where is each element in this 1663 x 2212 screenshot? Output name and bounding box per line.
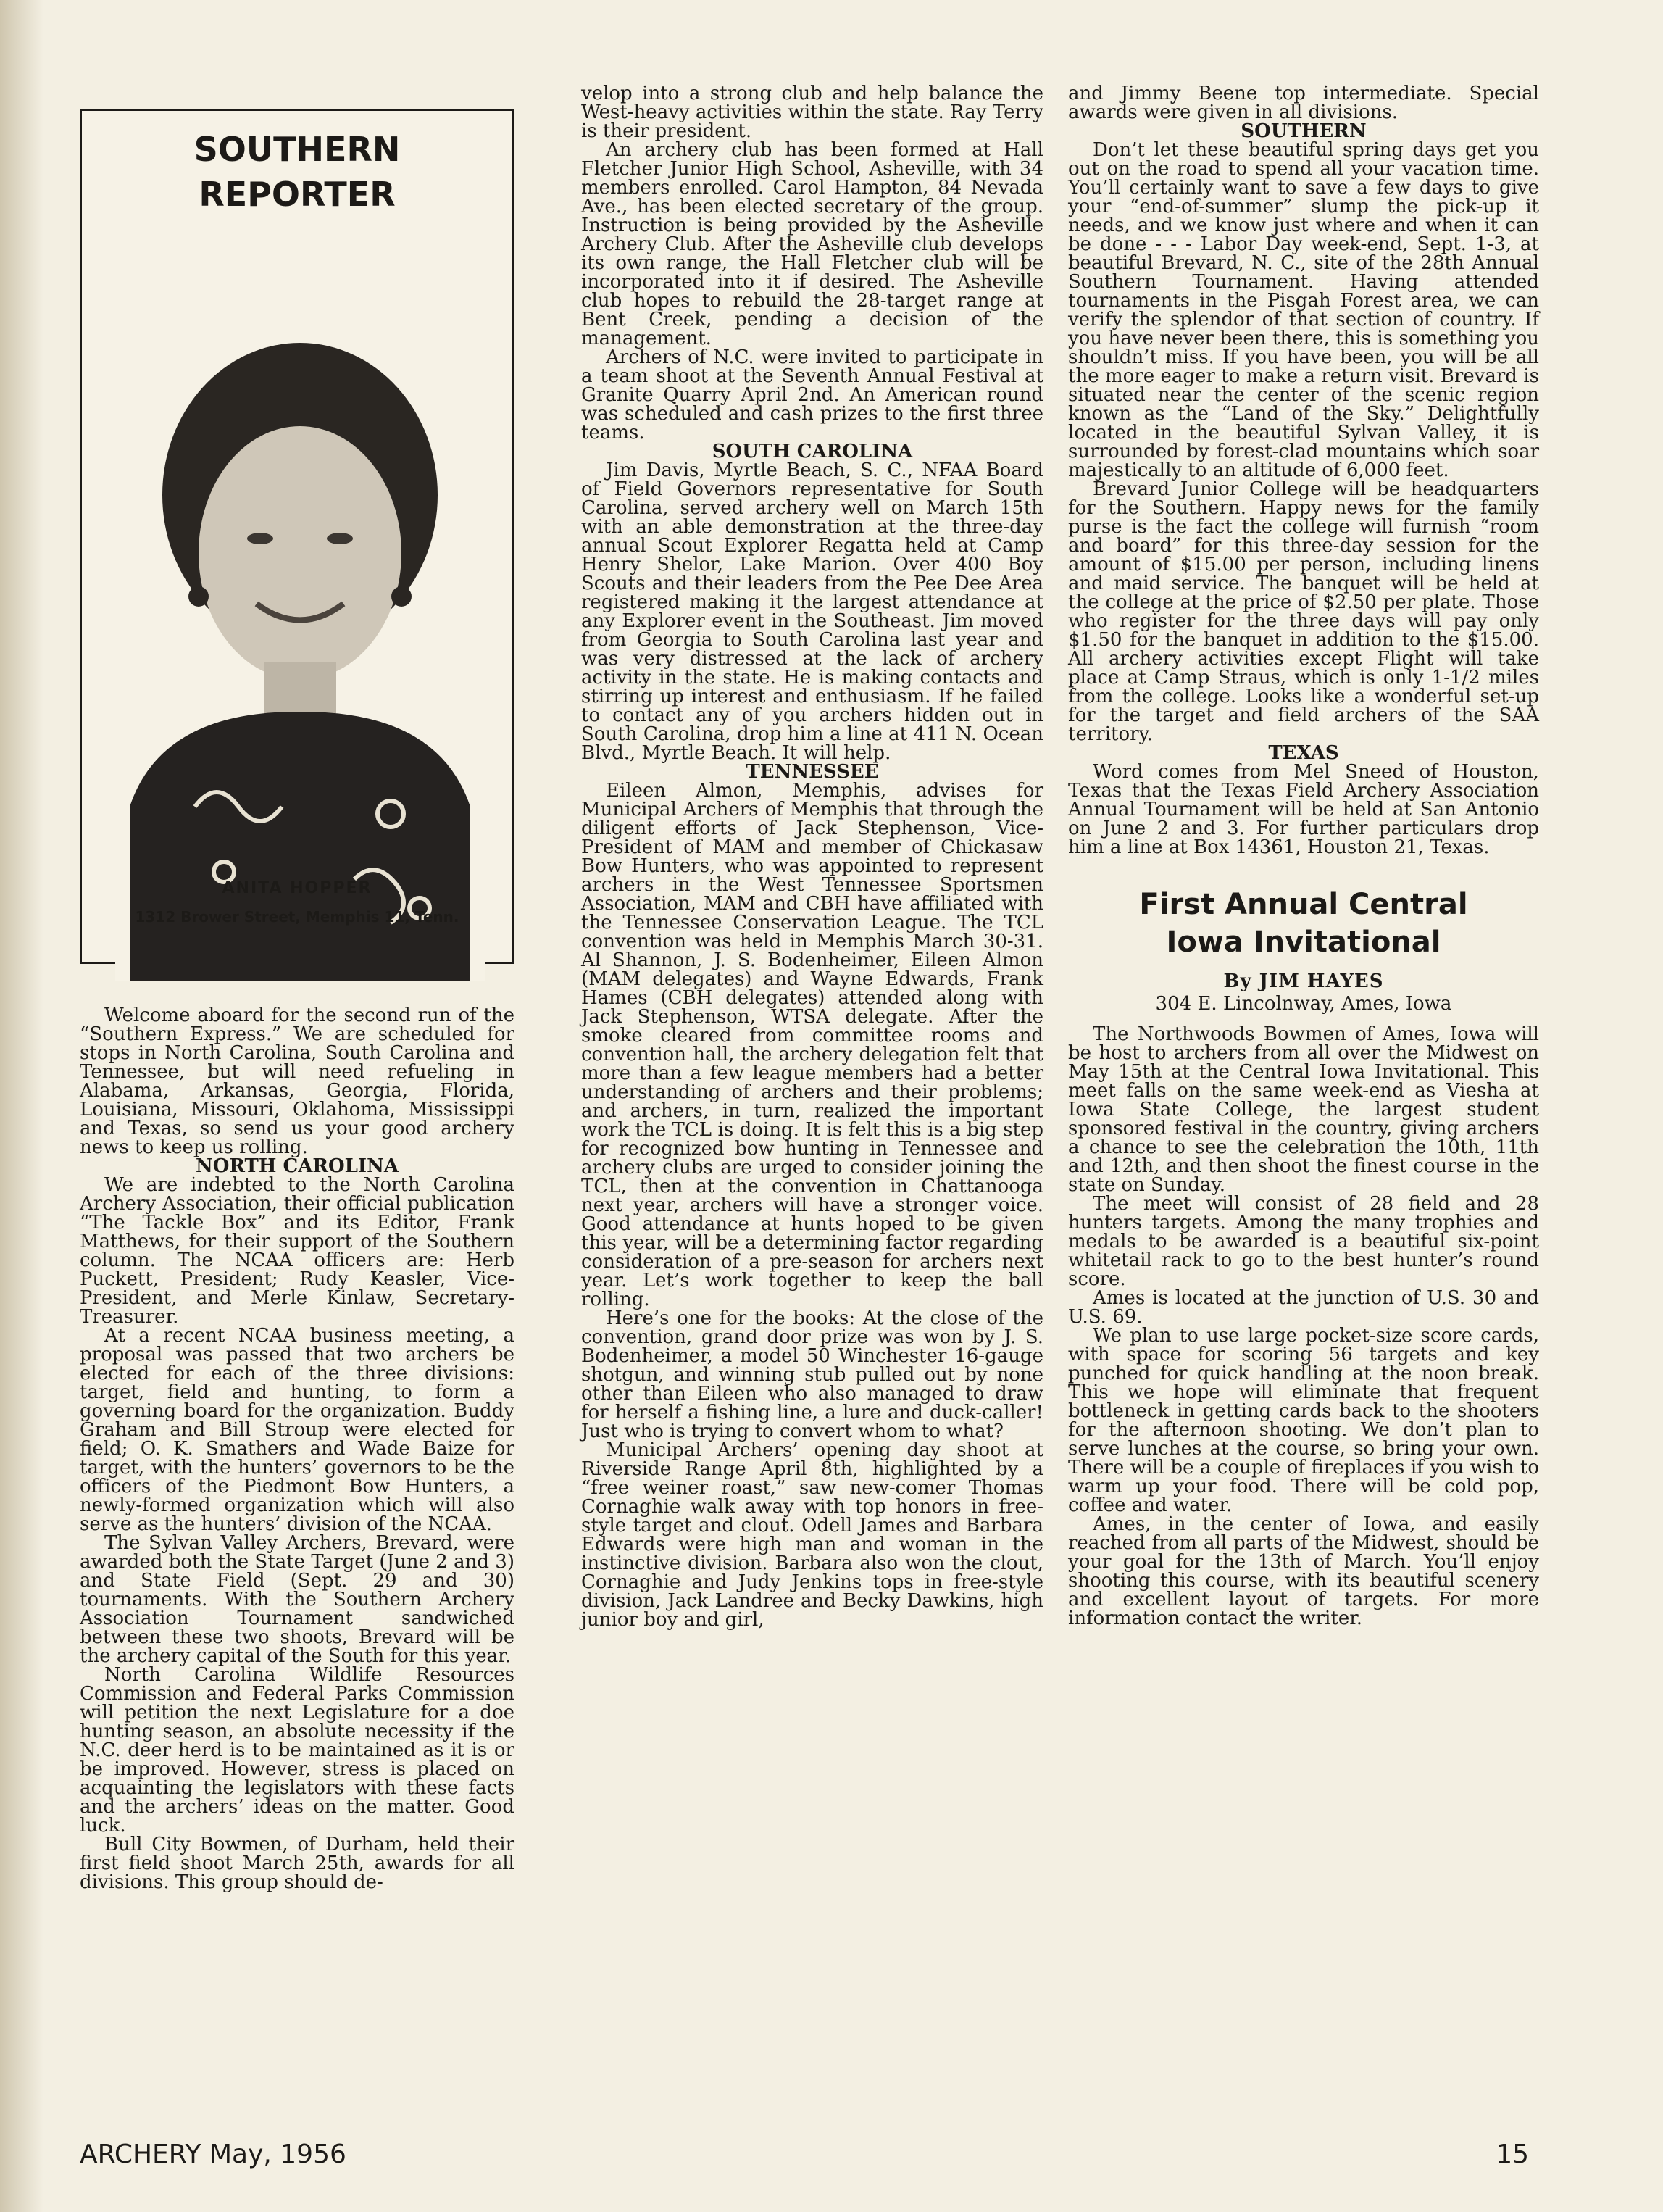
paragraph: We are indebted to the North Carolina Archery Association, their official publication “The Tackle Box” and its Editor, Frank Matthews, for their support of the Southern column. The NCAA officers are: Herb Puckett, President; Rudy Keasler, Vice-President, and Merle Kinlaw, Secretary-Treasurer. [80, 1174, 514, 1328]
reporter-heading [82, 127, 512, 217]
paragraph: The Sylvan Valley Archers, Brevard, were awarded both the State Target (June 2 and 3) and State Field (Sept. 29 and 30) tournaments. With the Southern Archery Association Tournament sandwiched between these two shoots, Brevard will be the archery capital of the South for this year. [80, 1532, 514, 1667]
paragraph: Ames is located at the junction of U.S. 30 and U.S. 69. [1068, 1287, 1539, 1328]
paragraph: An archery club has been formed at Hall Fletcher Junior High School, Asheville, with 34 members enrolled. Carol Hampton, 84 Nevada Ave., has been elected secretary of the group. Instruction is being provided by the Asheville Archery Club. After the Asheville club develops its own range, the Hall Fletcher club will be incorporated into it if desired. The Asheville club hopes to rebuild the 28-target range at Bent Creek, pending a decision of the management. [581, 139, 1043, 349]
reporter-box [80, 109, 514, 964]
reporter-name: ANITA HOPPER [222, 879, 372, 897]
paragraph: Archers of N.C. were invited to participate in a team shoot at the Seventh Annual Festival at Granite Quarry April 2nd. An American round was scheduled and cash prizes to the first three teams. [581, 346, 1043, 444]
column-2 [581, 84, 1043, 1629]
paragraph: The meet will consist of 28 field and 28 hunters targets. Among the many trophies and medals to be awarded is a beautiful six-point whitetail rack to go to the best hunter’s round score. [1068, 1193, 1539, 1290]
footer-page-number: 15 [1496, 2140, 1529, 2169]
paragraph: Here’s one for the books: At the close of the convention, grand door prize was won by J. S. Bodenheimer, a model 50 Winchester 16-gauge shotgun, and winning stub pulled out by none other than Eileen who also managed to draw for herself a fishing line, a lure and duck-caller! Just who is trying to convert whom to what? [581, 1307, 1043, 1442]
section-heading-north-carolina: NORTH CAROLINA [195, 1155, 399, 1177]
reporter-portrait [115, 256, 485, 981]
paragraph: Municipal Archers’ opening day shoot at Riverside Range April 8th, highlighted by a “free weiner roast,” saw new-comer Thomas Cornaghie walk away with top honors in free-style target and clout. Odell James and Barbara Edwards were high man and woman in the instinctive division. Barbara also won the clout, Cornaghie and Judy Jenkins tops in free-style division, Jack Landree and Becky Dawkins, high junior boy and girl, [581, 1439, 1043, 1631]
section-heading-southern: SOUTHERN [1241, 120, 1367, 142]
paragraph: North Carolina Wildlife Resources Commission and Federal Parks Commission will petition the next Legislature for a doe hunting season, an absolute necessity if the N.C. deer herd is to be maintained as it is or be improved. However, stress is placed on acquainting the legislators with these facts and the archers’ ideas on the matter. Good luck. [80, 1664, 514, 1837]
paragraph: and Jimmy Beene top intermediate. Special awards were given in all divisions. [1068, 83, 1539, 123]
byline-address: 304 E. Lincolnway, Ames, Iowa [1155, 993, 1452, 1015]
byline: By JIM HAYES [1223, 970, 1384, 992]
paragraph: Word comes from Mel Sneed of Houston, Texas that the Texas Field Archery Association Annual Tournament will be held at San Antonio on June 2 and 3. For further particulars drop him a line at Box 14361, Houston 21, Texas. [1068, 761, 1539, 858]
feature-title [1068, 886, 1539, 961]
paragraph: velop into a strong club and help balance the West-heavy activities within the state. Ray Terry is their president. [581, 83, 1043, 142]
paragraph: At a recent NCAA business meeting, a proposal was passed that two archers be elected for each of the three divisions: target, field and hunting, to form a governing board for the organization. Buddy Graham and Bill Stroup were elected for field; O. K. Smathers and Wade Baize for target, with the hunters’ governors to be the officers of the Piedmont Bow Hunters, a newly-formed organization which will also serve as the hunters’ division of the NCAA. [80, 1325, 514, 1535]
column-3 [1068, 84, 1539, 1628]
intro-paragraph: Welcome aboard for the second run of the “Southern Express.” We are scheduled for stops in North Carolina, South Carolina and Tennessee, but will need refueling in Alabama, Arkansas, Georgia, Florida, Louisiana, Missouri, Oklahoma, Mississippi and Texas, so send us your good archery news to keep us rolling. [80, 1005, 514, 1158]
footer-magazine-issue: ARCHERY May, 1956 [80, 2140, 346, 2169]
paragraph: Ames, in the center of Iowa, and easily reached from all parts of the Midwest, should be your goal for the 13th of March. You’ll enjoy shooting this course, with its beautiful scenery and excellent layout of targets. For more information contact the writer. [1068, 1513, 1539, 1629]
reporter-heading-line1: SOUTHERN [193, 130, 401, 169]
feature-title-line2: Iowa Invitational [1166, 926, 1441, 959]
column-1 [80, 1006, 514, 1892]
paragraph: Brevard Junior College will be headquarters for the Southern. Happy news for the family purse is the fact the college will furnish “room and board” for this three-day session for the amount of $15.00 per person, including linens and maid service. The banquet will be held at the college at the price of $2.50 per plate. Those who register for the three days will pay only $1.50 for the banquet in addition to the $15.00. All archery activities except Flight will take place at Camp Straus, which is only 1-1/2 miles from the college. Looks like a wonderful set-up for the target and field archers of the SAA territory. [1068, 478, 1539, 745]
section-heading-south-carolina: SOUTH CAROLINA [712, 441, 913, 462]
paragraph: Jim Davis, Myrtle Beach, S. C., NFAA Board of Field Governors representative for South Carolina, served archery well on March 15th with an able demonstration at the three-day annual Scout Explorer Regatta held at Camp Henry Shelor, Lake Marion. Over 400 Boy Scouts and their leaders from the Pee Dee Area registered making it the largest attendance at any Explorer event in the Southeast. Jim moved from Georgia to South Carolina last year and was very distressed at the lack of archery activity in the state. He is making contacts and stirring up interest and enthusiasm. If he failed to contact any of you archers hidden out in South Carolina, drop him a line at 411 N. Ocean Blvd., Myrtle Beach. It will help. [581, 460, 1043, 764]
paragraph: The Northwoods Bowmen of Ames, Iowa will be host to archers from all over the Midwest on May 15th at the Central Iowa Invitational. This meet falls on the same week-end as Viesha at Iowa State College, the largest student sponsored festival in the country, giving archers a chance to see the celebration the 10th, 11th and 12th, and then shoot the finest course in the state on Sunday. [1068, 1023, 1539, 1196]
section-heading-tennessee: TENNESSEE [746, 761, 879, 783]
paragraph: Eileen Almon, Memphis, advises for Municipal Archers of Memphis that through the diligent efforts of Jack Stephenson, Vice-President of MAM and member of Chickasaw Bow Hunters, who was appointed to represent archers in the West Tennessee Sportsmen Association, MAM and CBH have affiliated with the Tennessee Conservation League. The TCL convention was held in Memphis March 30-31. Al Shannon, J. S. Bodenheimer, Eileen Almon (MAM delegates) and Wayne Edwards, Frank Hames (CBH delegates) attended along with Jack Stephenson, WTSA delegate. After the smoke cleared from committee rooms and convention hall, the archery delegation felt that more than a few league members had a better understanding of archers and their problems; and archers, in turn, realized the important work the TCL is doing. It is felt this is a big step for recognized bow hunting in Tennessee and archery clubs are urged to consider joining the TCL, then at the convention in Chattanooga next year, archers will have a stronger voice. Good attendance at hunts hoped to be given this year, will be a determining factor regarding consideration of a pre-season for archers next year. Let’s work together to keep the ball rolling. [581, 780, 1043, 1310]
paragraph: Don’t let these beautiful spring days get you out on the road to spend all your vacation time. You’ll certainly want to save a few days to give your “end-of-summer” slump the pick-up it needs, and we know just where and when it can be done - - - Labor Day week-end, Sept. 1-3, at beautiful Brevard, N. C., site of the 28th Annual Southern Tournament. Having attended tournaments in the Pisgah Forest area, we can verify the splendor of that section of country. If you have never been there, this is something you shouldn’t miss. If you have been, you will be all the more eager to make a return visit. Brevard is situated near the center of the scenic region known as the “Land of the Sky.” Delightfully located in the beautiful Sylvan Valley, it is surrounded by forest-clad mountains which soar majestically to an altitude of 6,000 feet. [1068, 139, 1539, 481]
binding-shadow [0, 0, 43, 2212]
reporter-heading-line2: REPORTER [199, 175, 396, 214]
section-heading-texas: TEXAS [1268, 742, 1339, 764]
reporter-address: 1312 Brower Street, Memphis 11, Tenn. [135, 908, 459, 926]
paragraph: Bull City Bowmen, of Durham, held their first field shoot March 25th, awards for all divisions. This group should de- [80, 1834, 514, 1893]
feature-title-line1: First Annual Central [1139, 888, 1468, 921]
paragraph: We plan to use large pocket-size score cards, with space for scoring 56 targets and key punched for quick handling at the noon break. This we hope will eliminate that frequent bottleneck in getting cards back to the shooters for the afternoon shooting. We don’t plan to serve lunches at the course, so bring your own. There will be a couple of fireplaces if you wish to warm up your food. There will be cold pop, coffee and water. [1068, 1325, 1539, 1516]
